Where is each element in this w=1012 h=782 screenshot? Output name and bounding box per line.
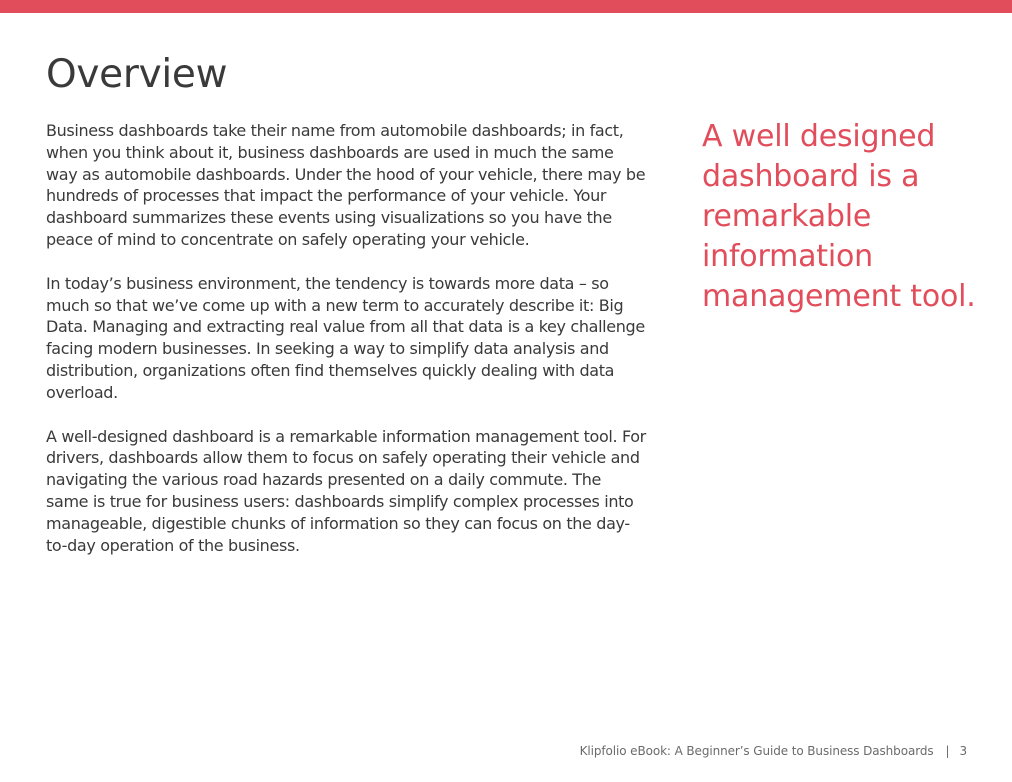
footer-page-number: 3: [959, 744, 967, 758]
pull-quote: A well designed dashboard is a remarkable information management tool.: [702, 119, 976, 314]
footer-book-title: Klipfolio eBook: A Beginner’s Guide to Business Dashboards: [579, 744, 934, 758]
body-paragraph-1: Business dashboards take their name from automobile dashboards; in fact, when you think about it, business dashboards are used in much the same way as automobile dashboards. Under the hood of your vehicle, there may be hundreds of processes that impact the performance of your vehicle. Your dashboard summarizes these events using visualizations so you have the peace of mind to concentrate on safely operating your vehicle.: [46, 121, 646, 249]
body-text-column: [46, 120, 646, 578]
body-paragraph-2: In today’s business environment, the tendency is towards more data – so much so that we’ve come up with a new term to accurately describe it: Big Data. Managing and extracting real value from all that data is a key challenge facing modern businesses. In seeking a way to simplify data analysis and distribution, organizations often find themselves quickly dealing with data overload.: [46, 273, 645, 402]
footer-separator: |: [945, 744, 950, 758]
page-title: Overview: [46, 52, 228, 97]
body-paragraph-3: A well-designed dashboard is a remarkable information management tool. For drivers, dashboards allow them to focus on safely operating their vehicle and navigating the various road hazards presented on a daily commute. The same is true for business users: dashboards simplify complex processes into manageable, digestible chunks of information so they can focus on the day-to-day operation of the business.: [46, 426, 646, 555]
page-footer: [580, 742, 967, 760]
top-accent-bar: [0, 0, 1012, 13]
